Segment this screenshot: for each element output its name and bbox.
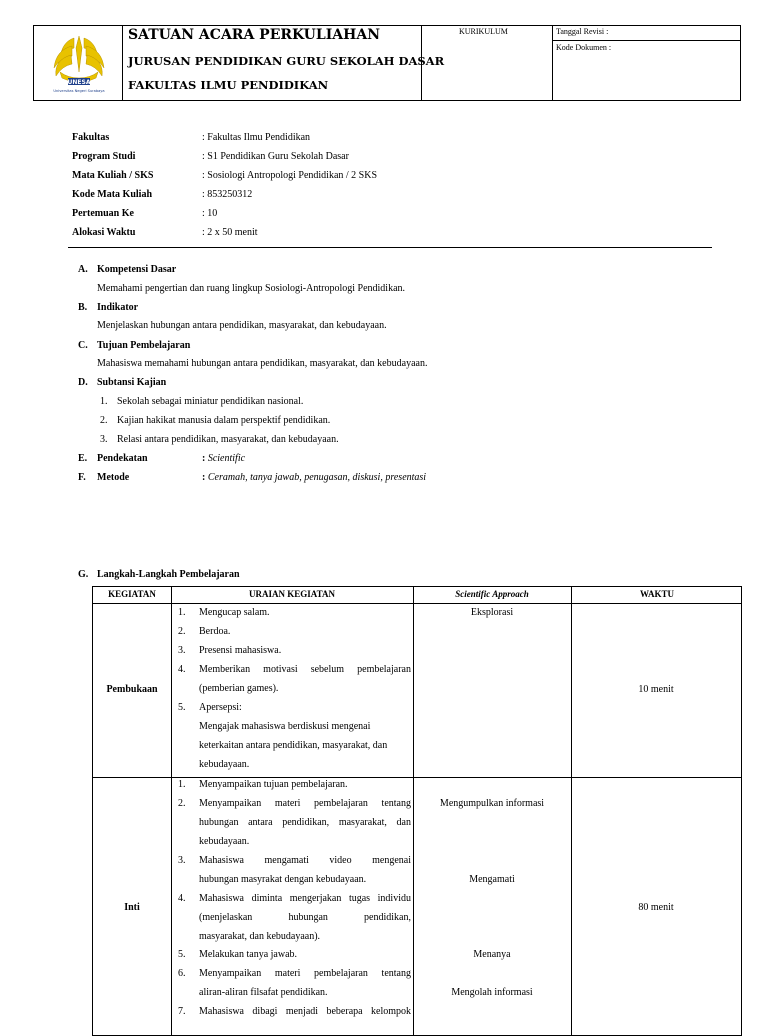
info-label-fakultas: Fakultas (72, 132, 110, 143)
section-b-text: Menjelaskan hubungan antara pendidikan, masyarakat, dan kebudayaan. (97, 320, 387, 331)
info-value-kode-mata-kuliah: : 853250312 (202, 189, 253, 200)
unesa-logo (38, 28, 120, 98)
section-b-title: Indikator (97, 302, 139, 313)
list-number: 1. (178, 607, 186, 618)
list-item-cont: (menjelaskan hubungan pendidikan, (199, 912, 411, 923)
section-a-letter: A. (78, 264, 88, 275)
substansi-number: 2. (100, 415, 108, 426)
waktu-pembukaan: 10 menit (638, 684, 674, 695)
list-number: 6. (178, 968, 186, 979)
logo-subtext: Universitas Negeri Surabaya (53, 89, 105, 93)
metode-value (202, 472, 426, 483)
list-item-cont: Mengajak mahasiswa berdiskusi mengenai (199, 721, 371, 732)
list-item-cont: (pemberian games). (199, 683, 279, 694)
list-number: 5. (178, 949, 186, 960)
list-number: 2. (178, 626, 186, 637)
divider (68, 247, 712, 248)
approach-menanya: Menanya (473, 949, 511, 960)
list-item: Mahasiswa dibagi menjadi beberapa kelompok (199, 1006, 411, 1017)
list-item: Melakukan tanya jawab. (199, 949, 298, 960)
pendekatan-colon: : (202, 453, 206, 464)
pendekatan-text: Scientific (207, 453, 246, 464)
approach-mengolah: Mengolah informasi (451, 987, 533, 998)
header-uraian-kegiatan: URAIAN KEGIATAN (249, 589, 335, 599)
section-a-title: Kompetensi Dasar (97, 264, 177, 275)
kurikulum-label: KURIKULUM (459, 27, 508, 36)
langkah-pembelajaran-table (92, 586, 742, 1036)
jurusan-title: JURUSAN PENDIDIKAN GURU SEKOLAH DASAR (128, 54, 445, 68)
header-waktu: WAKTU (639, 589, 674, 599)
list-item: Presensi mahasiswa. (199, 645, 282, 656)
section-c-title: Tujuan Pembelajaran (97, 340, 191, 351)
pendekatan-value (202, 453, 245, 464)
kegiatan-inti: Inti (124, 902, 140, 913)
tanggal-revisi-label: Tanggal Revisi : (556, 27, 609, 36)
approach-mengamati: Mengamati (469, 874, 515, 885)
section-c-text: Mahasiswa memahami hubungan antara pendidikan, masyarakat, dan kebudayaan. (97, 358, 428, 369)
section-e-letter: E. (78, 453, 88, 464)
substansi-number: 3. (100, 434, 108, 445)
section-g-letter: G. (78, 569, 89, 580)
info-label-mata-kuliah: Mata Kuliah / SKS (72, 170, 154, 181)
section-a-text: Memahami pengertian dan ruang lingkup Sosiologi-Antropologi Pendidikan. (97, 283, 406, 294)
metode-text: Ceramah, tanya jawab, penugasan, diskusi, presentasi (207, 472, 427, 483)
section-d-title: Subtansi Kajian (97, 377, 167, 388)
list-item: Menyampaikan materi pembelajaran tentang (199, 798, 411, 809)
info-value-pertemuan: : 10 (202, 208, 218, 219)
logo-text: UNESA (67, 79, 91, 86)
approach-eksplorasi: Eksplorasi (470, 607, 514, 618)
list-item-cont: hubungan antara pendidikan, masyarakat, dan (199, 817, 411, 828)
kegiatan-pembukaan: Pembukaan (106, 684, 158, 695)
info-label-pertemuan: Pertemuan Ke (72, 208, 134, 219)
info-label-program-studi: Program Studi (72, 151, 136, 162)
list-item: Menyampaikan materi pembelajaran tentang (199, 968, 411, 979)
list-item-cont: aliran-aliran filsafat pendidikan. (199, 987, 328, 998)
substansi-number: 1. (100, 396, 108, 407)
list-item: Memberikan motivasi sebelum pembelajaran (199, 664, 411, 675)
metode-colon: : (202, 472, 206, 483)
list-item-cont: masyarakat, dan kebudayaan). (199, 931, 321, 942)
info-value-alokasi-waktu: : 2 x 50 menit (202, 227, 258, 238)
approach-mengumpulkan: Mengumpulkan informasi (439, 798, 545, 809)
list-item: Mengucap salam. (199, 607, 270, 618)
list-number: 3. (178, 855, 186, 866)
list-number: 7. (178, 1006, 186, 1017)
header-scientific-approach: Scientific Approach (455, 589, 529, 599)
list-number: 1. (178, 779, 186, 790)
list-item: Mahasiswa mengamati video mengenai (199, 855, 411, 866)
section-d-letter: D. (78, 377, 88, 388)
section-f-title: Metode (97, 472, 130, 483)
list-item-cont: kebudayaan. (199, 759, 250, 770)
info-value-fakultas: : Fakultas Ilmu Pendidikan (202, 132, 311, 143)
section-g-title: Langkah-Langkah Pembelajaran (97, 569, 240, 580)
substansi-item: Kajian hakikat manusia dalam perspektif pendidikan. (117, 415, 331, 426)
info-value-mata-kuliah: : Sosiologi Antropologi Pendidikan / 2 SKS (202, 170, 378, 181)
info-label-kode-mata-kuliah: Kode Mata Kuliah (72, 189, 153, 200)
section-c-letter: C. (78, 340, 88, 351)
list-number: 4. (178, 664, 186, 675)
substansi-item: Sekolah sebagai miniatur pendidikan nasional. (117, 396, 304, 407)
kode-dokumen-label: Kode Dokumen : (556, 43, 612, 52)
substansi-item: Relasi antara pendidikan, masyarakat, dan kebudayaan. (117, 434, 339, 445)
info-label-alokasi-waktu: Alokasi Waktu (72, 227, 136, 238)
section-e-title: Pendekatan (97, 453, 148, 464)
list-item: Menyampaikan tujuan pembelajaran. (199, 779, 348, 790)
list-number: 4. (178, 893, 186, 904)
section-f-letter: F. (78, 472, 86, 483)
header-kegiatan: KEGIATAN (108, 589, 156, 599)
list-number: 3. (178, 645, 186, 656)
document-header (33, 25, 741, 101)
list-item-cont: keterkaitan antara pendidikan, masyarakat, dan (199, 740, 388, 751)
list-item-cont: kebudayaan. (199, 836, 250, 847)
list-item-cont: hubungan masyrakat dengan kebudayaan. (199, 874, 367, 885)
list-number: 2. (178, 798, 186, 809)
info-value-program-studi: : S1 Pendidikan Guru Sekolah Dasar (202, 151, 349, 162)
document-title: SATUAN ACARA PERKULIAHAN (128, 27, 381, 43)
fakultas-title: FAKULTAS ILMU PENDIDIKAN (128, 78, 329, 92)
section-b-letter: B. (78, 302, 88, 313)
list-item: Berdoa. (199, 626, 231, 637)
list-item: Mahasiswa diminta mengerjakan tugas individu (199, 893, 411, 904)
waktu-inti: 80 menit (638, 902, 674, 913)
list-number: 5. (178, 702, 186, 713)
list-item: Apersepsi: (199, 702, 242, 713)
